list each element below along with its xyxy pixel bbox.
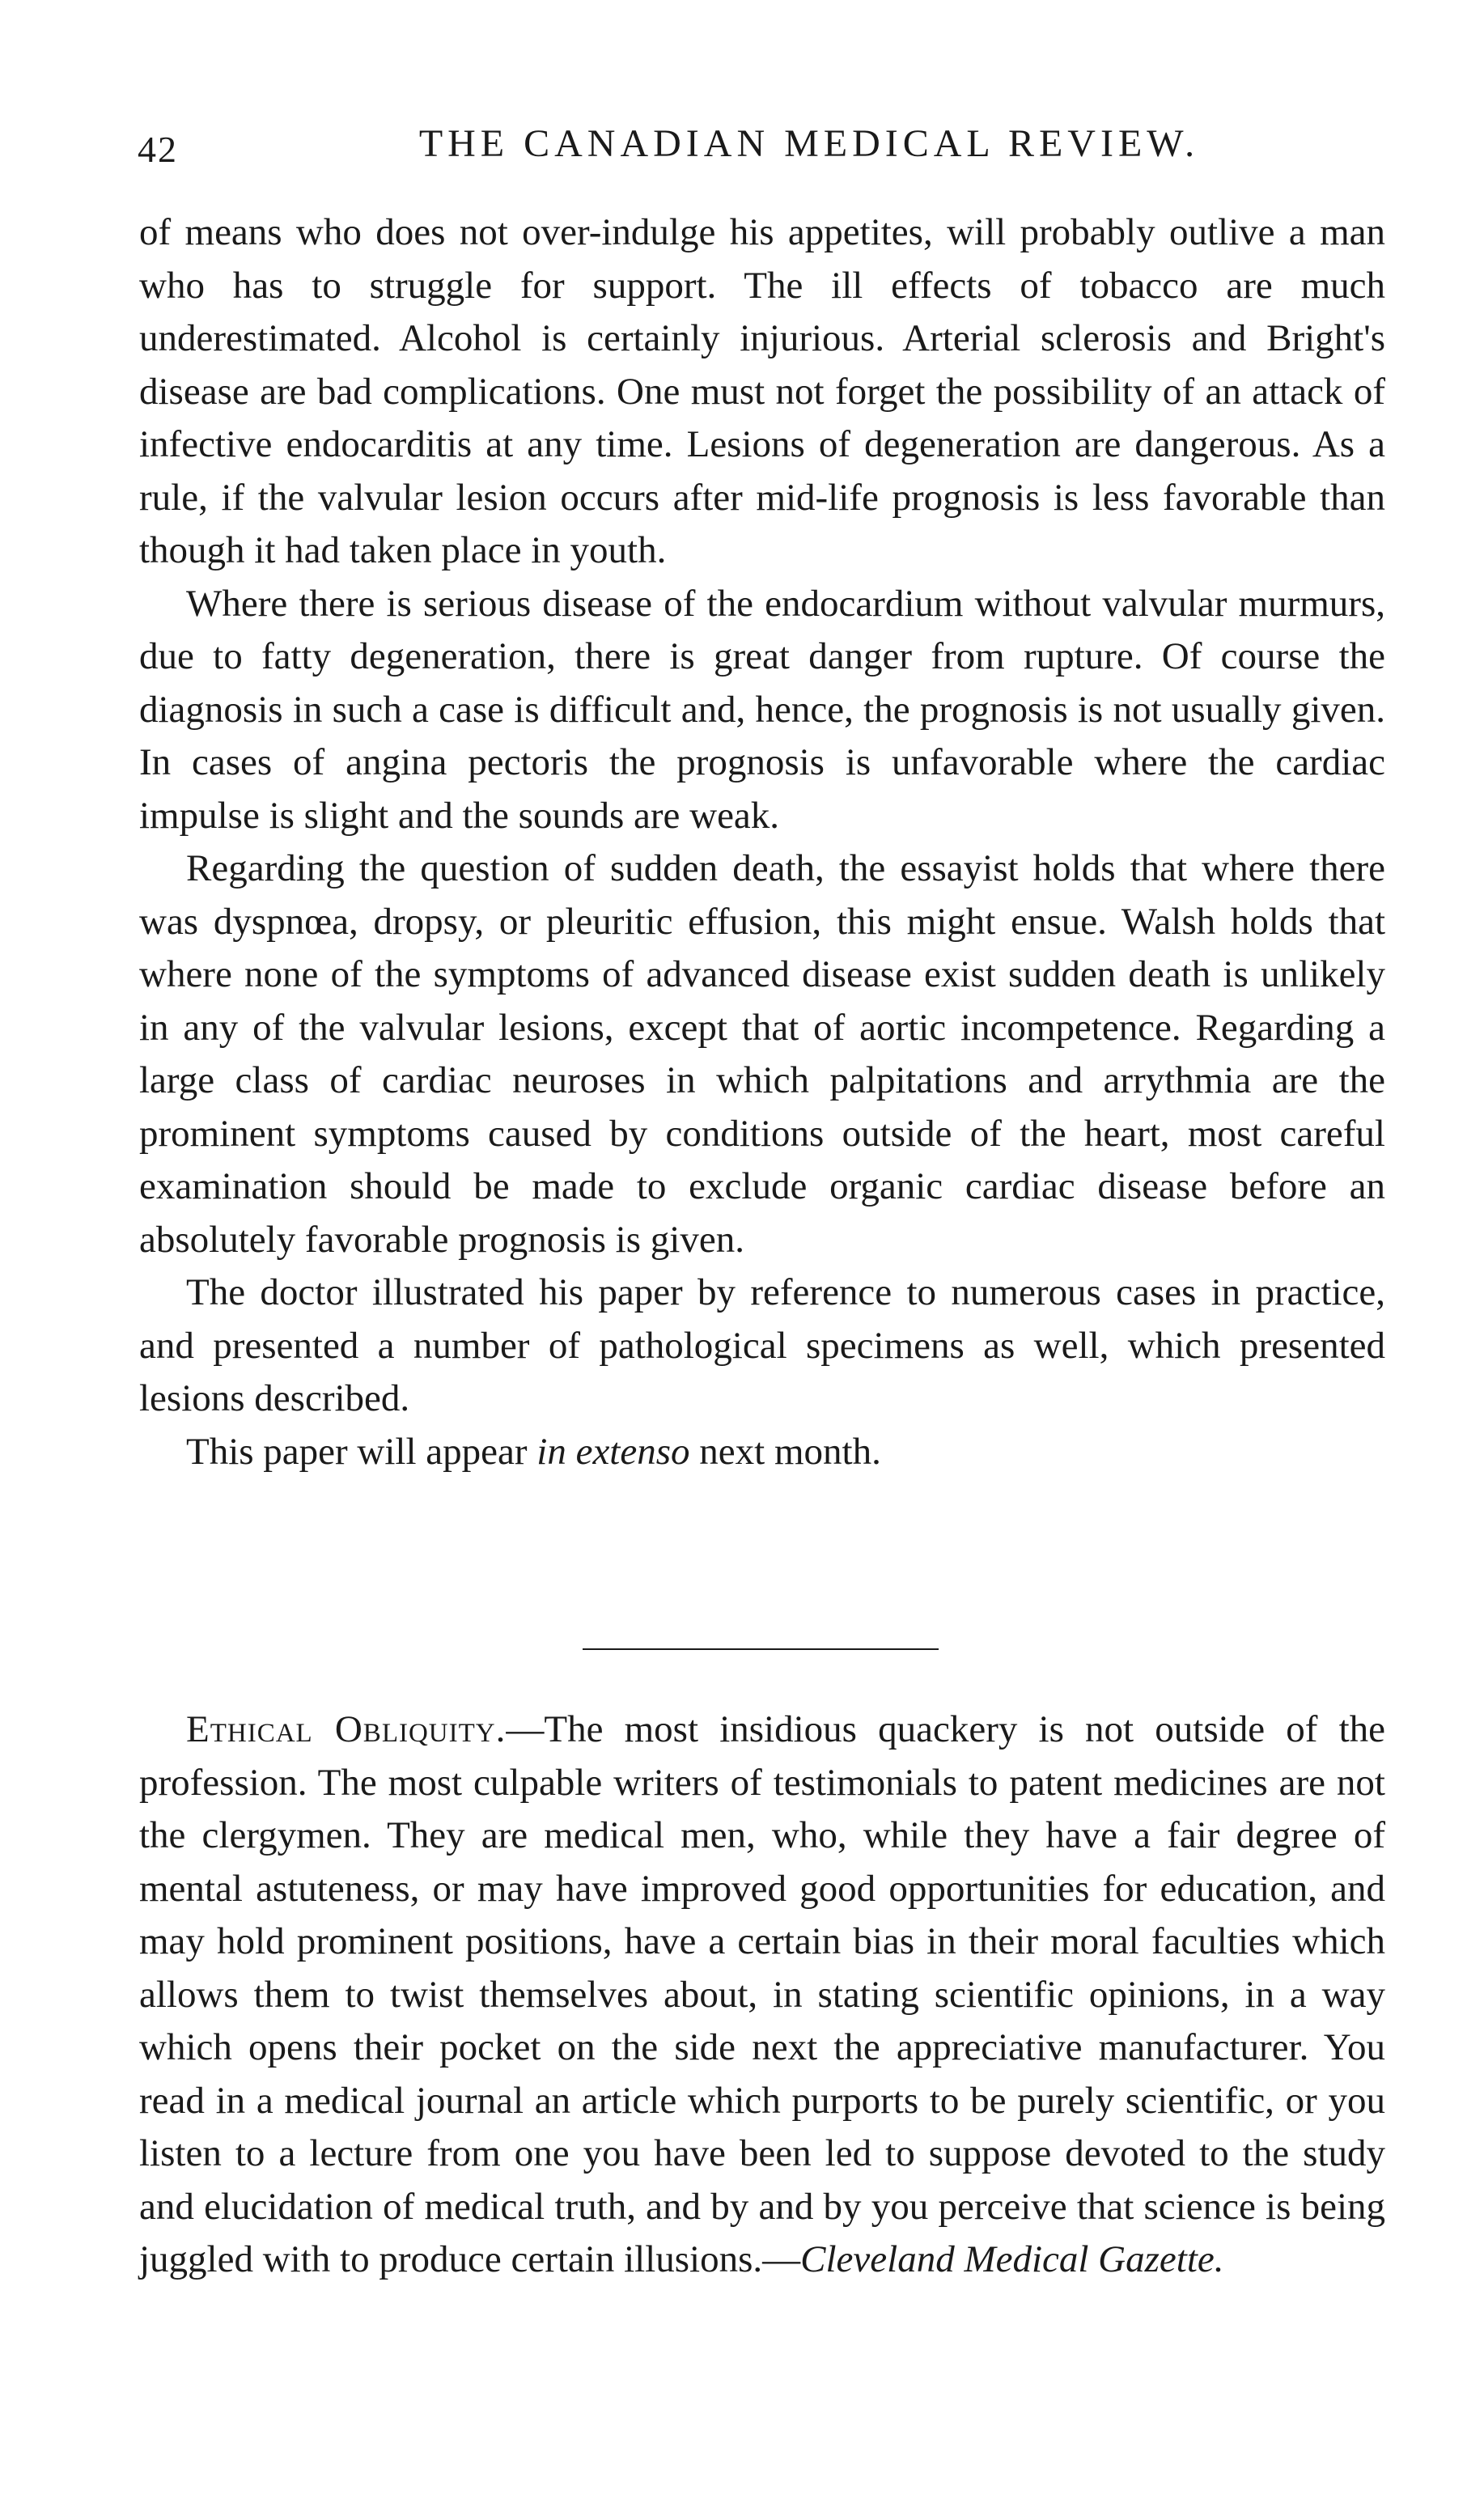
ethical-obliquity-section [139,1703,1385,2287]
paragraph: Where there is serious disease of the endocardium without valvular murmurs, due to fatty degeneration, there is great danger from rupture. Of course the diagnosis in such a case is difficult and, hence, the prognosis is not usually given. In cases of angina pectoris the prognosis is unfavorable where the cardiac impulse is slight and the sounds are weak. [139,582,1385,837]
paragraph: Regarding the question of sudden death, the essayist holds that where there was dyspnœa, dropsy, or pleuritic effusion, this might ensue. Walsh holds that where none of the symptoms of advanced disease exist sudden death is unlikely in any of the valvular lesions, except that of aortic incompetence. Regarding a large class of cardiac neuroses in which palpitations and arrythmia are the prominent symptoms caused by conditions outside of the heart, most careful examination should be made to exclude organic cardiac disease before an absolutely favorable prognosis is given. [139,847,1385,1261]
closing-text-after: next month. [689,1430,881,1473]
section-body: —The most insidious quackery is not outside of the profession. The most culpable writers of testimonials to patent medicines are not the clergymen. They are medical men, who, while they have a fair degree of mental astuteness, or may have improved good opportunities for education, and may hold prominent positions, have a certain bias in their moral faculties which allows them to twist themselves about, in stating scientific opinions, in a way which opens their pocket on the side next the appreciative manufacturer. You read in a medical journal an article which purports to be purely scientific, or you listen to a lecture from one you have been led to suppose devoted to the study and elucidation of medical truth, and by and by you perceive that science is being juggled with to produce certain illusions. [139,1708,1385,2280]
paragraph: of means who does not over-indulge his appetites, will probably outlive a man who has to struggle for support. The ill effects of tobacco are much underestimated. Alcohol is certainly injurious. Arterial sclerosis and Bright's disease are bad complications. One must not forget the possibility of an attack of infective endocarditis at any time. Lesions of degeneration are dangerous. As a rule, if the valvular lesion occurs after mid-life prognosis is less favorable than though it had taken place in youth. [139,211,1385,571]
running-title: THE CANADIAN MEDICAL REVIEW. [418,122,1200,165]
section-title: Ethical Obliquity. [186,1708,507,1750]
source-citation: Cleveland Medical Gazette. [800,2238,1224,2280]
page-header [129,121,1392,178]
paragraph: The doctor illustrated his paper by reference to numerous cases in practice, and presented a number of pathological specimens as well, which presented lesions described. [139,1271,1385,1419]
article-body [139,206,1385,1478]
closing-paragraph [139,1426,1385,1479]
closing-text-before: This paper will appear [186,1430,537,1473]
source-dash: — [762,2238,801,2280]
ethical-paragraph [139,1703,1385,2287]
section-divider [583,1648,939,1650]
page-number: 42 [138,129,178,170]
closing-italic: in extenso [536,1430,690,1473]
